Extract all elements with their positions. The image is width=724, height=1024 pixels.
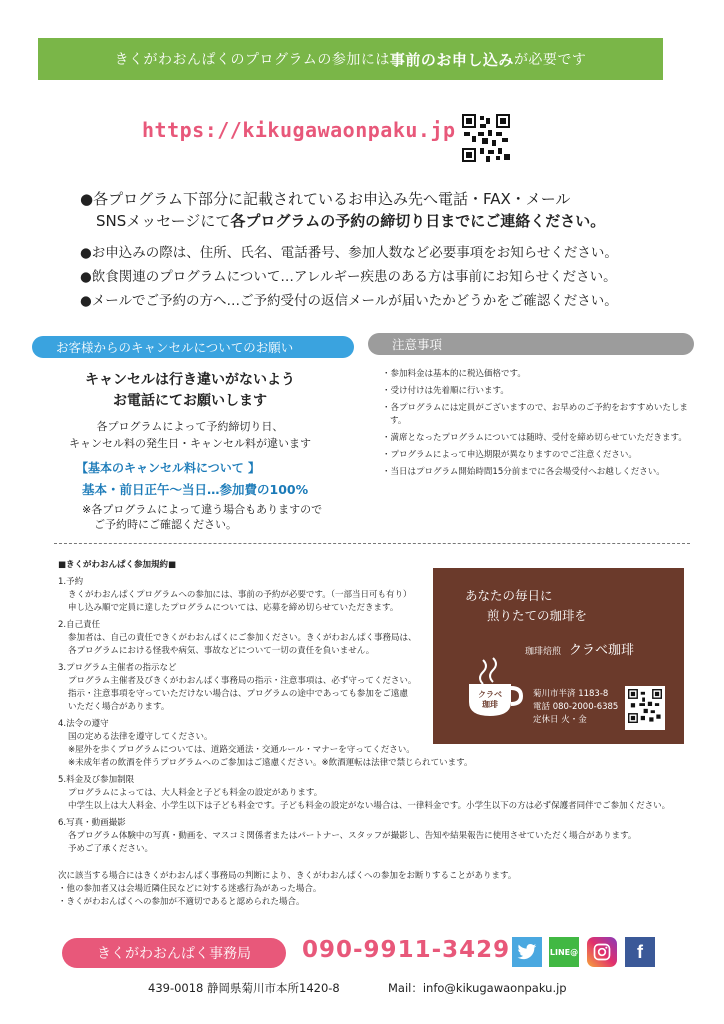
list-item: ・プログラムによって申込期限が異なりますのでご注意ください。 (382, 450, 637, 460)
banner-pre: きくがわおんぱくのプログラムの参加には (114, 52, 390, 68)
cancel-title-2: お電話にてお願いします (113, 393, 267, 409)
terms-text: 参加者は、自己の責任できくがわおんぱくにご参加ください。きくがわおんぱく事務局は、 (68, 633, 417, 643)
notes-list (382, 368, 692, 483)
terms-6-heading: 6.写真・動画撮影 (58, 818, 126, 828)
bullet-4: ●メールでご予約の方へ…ご予約受付の返信メールが届いたかどうかをご確認ください。 (80, 293, 618, 309)
terms-text: 予めご了承ください。 (68, 844, 154, 854)
terms-text: きくがわおんぱくプログラムへの参加には、事前の予約が必要です。（一部当日可も有り） (68, 590, 412, 600)
facebook-icon[interactable]: f (625, 937, 655, 967)
terms-text: いただく場合があります。 (68, 702, 170, 712)
terms-heading: ■きくがわおんぱく参加規約■ (58, 560, 177, 570)
cancel-section-heading: お客様からのキャンセルについてのお願い (32, 336, 354, 358)
banner-post: が必要です (513, 52, 587, 68)
terms-text: ・他の参加者又は会場近隣住民などに対する迷惑行為があった場合。 (58, 884, 322, 894)
ad-address: 菊川市半済 1183-8 (533, 689, 609, 699)
ad-shop-name: クラベ珈琲 (569, 643, 635, 658)
twitter-icon[interactable] (512, 937, 542, 967)
terms-text: 申し込み順で定員に達したプログラムについては、応募を締め切らせていただきます。 (68, 603, 399, 613)
basic-note-2: ご予約時にご確認ください。 (94, 518, 237, 531)
ad-tagline-1: あなたの毎日に (465, 588, 553, 603)
basic-note-1: ※各プログラムによって違う場合もありますので (82, 503, 323, 516)
list-item: ・満席となったプログラムについては随時、受付を締め切らせていただきます。 (382, 433, 687, 443)
terms-text: 国の定める法律を遵守してください。 (68, 732, 213, 742)
svg-text:クラベ: クラベ (478, 690, 502, 699)
instagram-icon[interactable] (587, 937, 617, 967)
line-icon[interactable]: LINE@ (549, 937, 579, 967)
terms-text: 各プログラム体験中の写真・動画を、マスコミ関係者またはパートナー、スタッフが撮影し、告知や結果報告に使用させていただく場合があります。 (68, 831, 637, 841)
terms-text: ※屋外を歩くプログラムについては、道路交通法・交通ルール・マナーを守ってください。 (68, 745, 415, 755)
bullet-1-line-2 (96, 210, 605, 232)
ad-closed-days: 定休日 火・金 (533, 715, 587, 725)
basic-cancel-note (82, 502, 322, 532)
terms-text: プログラムによっては、大人料金と子ども料金の設定があります。 (68, 788, 323, 798)
office-address: 439-0018 静岡県菊川市本所1420-8 (148, 981, 340, 995)
coffee-advertisement (433, 568, 684, 744)
ad-qr-code-icon (625, 686, 665, 730)
cancel-body-1: 各プログラムによって予約締切り日、 (96, 420, 284, 433)
list-item: ・参加料金は基本的に税込価格です。 (382, 369, 526, 379)
qr-code-icon (462, 114, 510, 162)
cancel-body (40, 418, 340, 452)
cancel-title-1: キャンセルは行き違いがないよう (85, 372, 295, 388)
terms-text: 次に該当する場合にはきくがわおんぱく事務局の判断により、きくがわおんぱくへの参加をお断りすることがあります。 (58, 871, 517, 881)
bullet-1-line-1: ●各プログラム下部分に記載されているお申込み先へ電話・FAX・メール (80, 190, 571, 208)
terms-1-heading: 1.予約 (58, 577, 84, 587)
cancel-body-2: キャンセル料の発生日・キャンセル料が違います (69, 437, 311, 450)
terms-4-heading: 4.法令の遵守 (58, 719, 109, 729)
bullet-2: ●お申込みの際は、住所、氏名、電話番号、参加人数など必要事項をお知らせください。 (80, 245, 618, 261)
terms-text: ・きくがわおんぱくへの参加が不適切であると認められた場合。 (58, 897, 305, 907)
terms-text: 中学生以上は大人料金、小学生以下は子ども料金です。子ども料金の設定がない場合は、一律料金です。小学生以下の方は必ず保護者同伴でご参加ください。 (68, 801, 671, 811)
terms-3-heading: 3.プログラム主催者の指示など (58, 663, 177, 673)
svg-text:珈琲: 珈琲 (482, 700, 498, 709)
office-email[interactable]: Mail：info@kikugawaonpaku.jp (388, 981, 567, 995)
bullet-3: ●飲食関連のプログラムについて…アレルギー疾患のある方は事前にお知らせください。 (80, 269, 617, 285)
terms-text: 各プログラムにおける怪我や病気、事故などについて一切の責任を負いません。 (68, 646, 375, 656)
basic-cancel-heading: 【基本のキャンセル料について 】 (76, 461, 260, 475)
terms-2-heading: 2.自己責任 (58, 620, 101, 630)
coffee-cup-logo-icon (461, 656, 525, 724)
divider (54, 543, 690, 544)
banner-bold: 事前のお申し込み (389, 50, 514, 69)
basic-cancel-fee: 基本・前日正午〜当日…参加費の100% (82, 482, 309, 497)
office-phone-number[interactable]: 090-9911-3429 (302, 937, 511, 963)
ad-info (533, 688, 618, 727)
header-banner (38, 38, 663, 80)
ad-phone: 電話 080-2000-6385 (533, 702, 619, 712)
bullet-1-pre: SNSメッセージにて (96, 212, 231, 230)
ad-roastery-label: 珈琲焙煎 (525, 647, 562, 657)
cancel-title (40, 370, 340, 412)
ad-tagline-2: 煎りたての珈琲を (487, 608, 588, 623)
terms-text: 指示・注意事項を守っていただけない場合は、プログラムの途中であっても参加をご遠慮 (68, 689, 408, 699)
notes-section-heading: 注意事項 (368, 333, 694, 355)
list-item: ・当日はプログラム開始時間15分前までに各会場受付へお越しください。 (382, 467, 665, 477)
office-name-badge: きくがわおんぱく事務局 (62, 938, 286, 968)
bullet-1-bold: 各プログラムの予約の締切り日までにご連絡ください。 (230, 212, 606, 230)
terms-text: プログラム主催者及びきくがわおんぱく事務局の指示・注意事項は、必ず守ってください。 (68, 676, 417, 686)
list-item: ・受け付けは先着順に行います。 (382, 386, 509, 396)
terms-text: ※未成年者の飲酒を伴うプログラムへのご参加はご遠慮ください。※飲酒運転は法律で禁じられています。 (68, 758, 473, 768)
list-item: ・各プログラムには定員がございますので、お早めのご予約をおすすめいたします。 (382, 403, 688, 426)
website-link[interactable]: https://kikugawaonpaku.jp (142, 118, 456, 142)
terms-5-heading: 5.料金及び参加制限 (58, 775, 135, 785)
